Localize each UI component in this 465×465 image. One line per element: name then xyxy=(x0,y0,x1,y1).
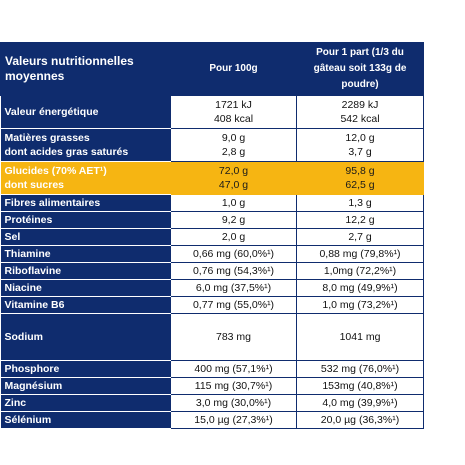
nutrient-label: Sel xyxy=(4,231,21,243)
nutrient-label: Sélénium xyxy=(4,414,52,426)
nutrient-value: 3,7 g xyxy=(348,146,372,158)
nutrient-label-cell xyxy=(1,395,171,412)
value-per-part-cell xyxy=(297,229,424,246)
table-row xyxy=(1,297,424,314)
nutrient-value: 1,3 g xyxy=(348,197,372,209)
nutrient-value: 4,0 mg (39,9%¹) xyxy=(322,397,398,409)
nutrient-value: 532 mg (76,0%¹) xyxy=(320,363,400,375)
nutrient-label: Niacine xyxy=(4,282,42,294)
nutrient-label-cell xyxy=(1,263,171,280)
nutrient-value: 542 kcal xyxy=(340,113,380,125)
value-per-100g-cell xyxy=(171,412,297,429)
column-header-per-100g: Pour 100g xyxy=(171,43,297,96)
nutrient-label-cell xyxy=(1,297,171,314)
nutrient-label-cell xyxy=(1,378,171,395)
value-per-100g-cell xyxy=(171,246,297,263)
nutrient-label: Protéines xyxy=(4,214,53,226)
nutrition-table xyxy=(0,42,424,429)
nutrient-value: 9,0 g xyxy=(221,132,246,144)
nutrient-label: Vitamine B6 xyxy=(4,299,65,311)
nutrient-value: 2289 kJ xyxy=(341,99,379,111)
nutrient-value: 1,0 mg (73,2%¹) xyxy=(322,299,398,311)
nutrient-label-cell xyxy=(1,129,171,162)
value-per-100g-cell xyxy=(171,395,297,412)
nutrient-value: 0,76 mg (54,3%¹) xyxy=(192,265,275,277)
nutrient-value: 47,0 g xyxy=(218,179,249,191)
value-per-100g-cell xyxy=(171,96,297,129)
table-row xyxy=(1,314,424,361)
value-per-100g-cell xyxy=(171,263,297,280)
nutrient-value: 2,8 g xyxy=(221,146,246,158)
column-header-per-part: Pour 1 part (1/3 du gâteau soit 133g de poudre) xyxy=(297,43,424,96)
table-row xyxy=(1,195,424,212)
value-per-100g-cell xyxy=(171,162,297,195)
nutrient-label: Sodium xyxy=(4,331,43,343)
nutrient-value: 95,8 g xyxy=(345,165,375,177)
nutrient-value: 1041 mg xyxy=(339,331,381,343)
nutrient-value: 72,0 g xyxy=(218,165,249,177)
value-per-100g-cell xyxy=(171,280,297,297)
value-per-part-cell xyxy=(297,263,424,280)
nutrient-value: 0,66 mg (60,0%¹) xyxy=(192,248,275,260)
value-per-part-cell xyxy=(297,162,424,195)
nutrient-label-cell xyxy=(1,246,171,263)
value-per-part-cell xyxy=(297,378,424,395)
nutrient-label: Riboflavine xyxy=(4,265,62,277)
nutrient-label: Matières grasses xyxy=(4,132,90,144)
nutrient-value: 3,0 mg (30,0%¹) xyxy=(195,397,272,409)
nutrient-value: 1721 kJ xyxy=(215,99,252,111)
nutrient-label-cell xyxy=(1,212,171,229)
nutrition-table-container xyxy=(0,42,465,429)
nutrient-value: 153mg (40,8%¹) xyxy=(322,380,398,392)
nutrient-label: Phosphore xyxy=(4,363,60,375)
table-row xyxy=(1,378,424,395)
value-per-100g-cell xyxy=(171,229,297,246)
value-per-part-cell xyxy=(297,297,424,314)
nutrient-value: 12,0 g xyxy=(345,132,375,144)
nutrient-label-cell xyxy=(1,280,171,297)
table-header-row xyxy=(1,43,424,96)
table-body xyxy=(1,96,424,429)
value-per-part-cell xyxy=(297,129,424,162)
nutrient-label-cell xyxy=(1,314,171,361)
nutrient-label: Valeur énergétique xyxy=(4,106,99,118)
value-per-part-cell xyxy=(297,395,424,412)
nutrient-value: 783 mg xyxy=(215,331,252,343)
nutrient-value: 0,77 mg (55,0%¹) xyxy=(192,299,275,311)
table-row xyxy=(1,96,424,129)
value-per-100g-cell xyxy=(171,297,297,314)
value-per-100g-cell xyxy=(171,361,297,378)
nutrient-label-cell xyxy=(1,195,171,212)
nutrient-value: 408 kcal xyxy=(213,113,254,125)
nutrient-value: 62,5 g xyxy=(345,179,375,191)
value-per-part-cell xyxy=(297,96,424,129)
table-row xyxy=(1,162,424,195)
nutrient-value: 12,2 g xyxy=(345,214,375,226)
table-title: Valeurs nutritionnelles moyennes xyxy=(1,43,171,96)
nutrient-value: 400 mg (57,1%¹) xyxy=(194,363,273,375)
table-row xyxy=(1,246,424,263)
nutrient-value: 1,0 g xyxy=(221,197,246,209)
nutrient-value: 6,0 mg (37,5%¹) xyxy=(195,282,272,294)
nutrient-label: dont sucres xyxy=(4,179,65,191)
table-row xyxy=(1,263,424,280)
table-row xyxy=(1,280,424,297)
value-per-100g-cell xyxy=(171,314,297,361)
table-row xyxy=(1,412,424,429)
nutrient-label-cell xyxy=(1,412,171,429)
nutrient-label: Glucides (70% AET¹) xyxy=(4,165,107,177)
table-row xyxy=(1,229,424,246)
nutrient-label: Magnésium xyxy=(4,380,63,392)
table-row xyxy=(1,361,424,378)
nutrient-value: 20,0 µg (36,3%¹) xyxy=(320,414,400,426)
nutrient-label-cell xyxy=(1,361,171,378)
value-per-100g-cell xyxy=(171,378,297,395)
nutrient-label: Fibres alimentaires xyxy=(4,197,101,209)
nutrient-label-cell xyxy=(1,96,171,129)
nutrient-label-cell xyxy=(1,162,171,195)
nutrient-value: 15,0 µg (27,3%¹) xyxy=(194,414,273,426)
nutrient-value: 2,0 g xyxy=(221,231,246,243)
nutrient-label: Zinc xyxy=(4,397,27,409)
value-per-part-cell xyxy=(297,412,424,429)
value-per-100g-cell xyxy=(171,195,297,212)
value-per-part-cell xyxy=(297,246,424,263)
nutrient-label: dont acides gras saturés xyxy=(4,146,129,158)
nutrient-value: 2,7 g xyxy=(348,231,372,243)
value-per-part-cell xyxy=(297,195,424,212)
value-per-part-cell xyxy=(297,280,424,297)
nutrient-label: Thiamine xyxy=(4,248,51,260)
value-per-part-cell xyxy=(297,361,424,378)
table-row xyxy=(1,212,424,229)
nutrient-label-cell xyxy=(1,229,171,246)
nutrient-value: 8,0 mg (49,9%¹) xyxy=(322,282,398,294)
nutrient-value: 9,2 g xyxy=(221,214,246,226)
nutrient-value: 1,0mg (72,2%¹) xyxy=(323,265,397,277)
value-per-part-cell xyxy=(297,314,424,361)
value-per-100g-cell xyxy=(171,129,297,162)
nutrient-value: 115 mg (30,7%¹) xyxy=(194,380,273,392)
table-row xyxy=(1,129,424,162)
value-per-100g-cell xyxy=(171,212,297,229)
table-row xyxy=(1,395,424,412)
value-per-part-cell xyxy=(297,212,424,229)
nutrient-value: 0,88 mg (79,8%¹) xyxy=(319,248,401,260)
